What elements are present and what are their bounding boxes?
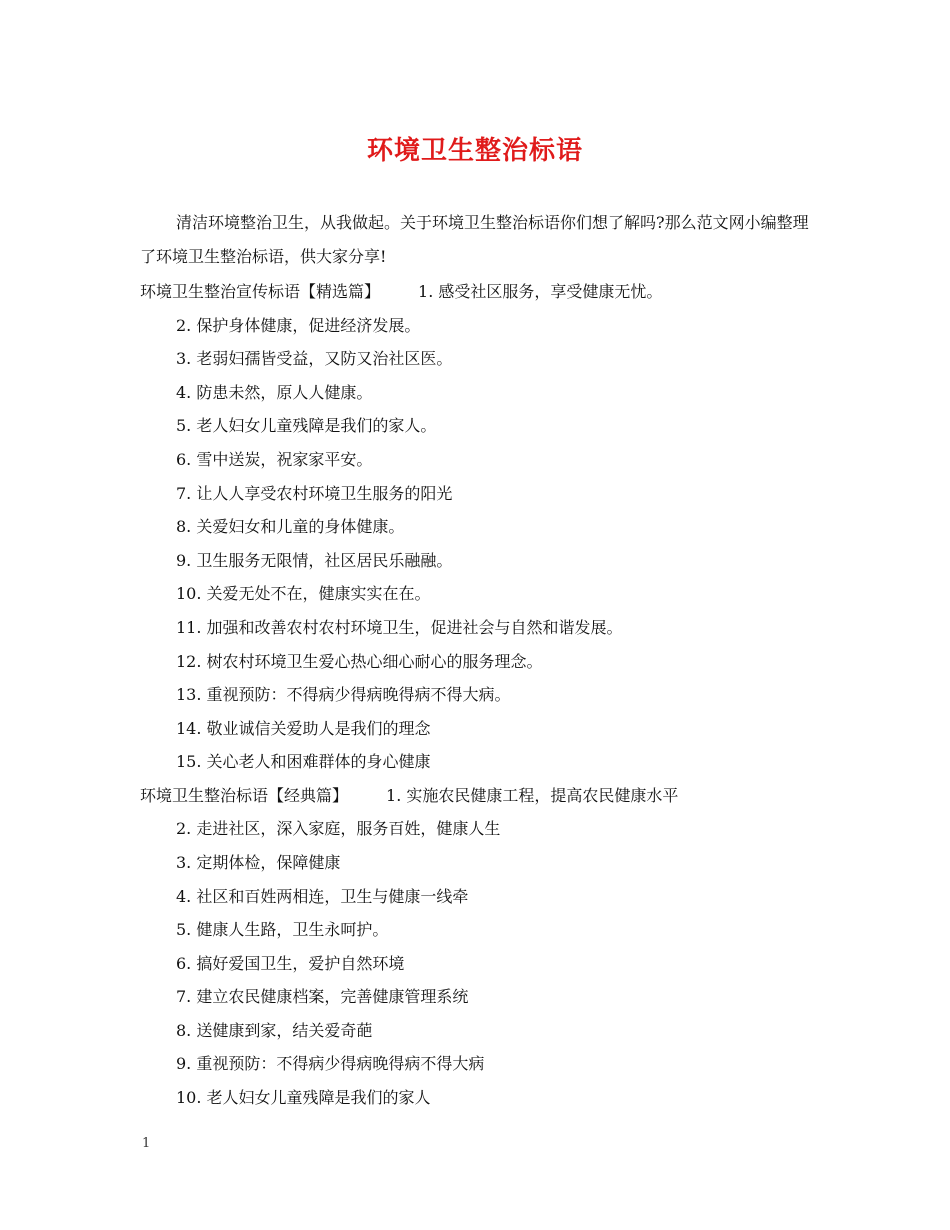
list-item: 8. 关爱妇女和儿童的身体健康。 <box>176 517 405 536</box>
section-heading-label: 环境卫生整治宣传标语【精选篇】 <box>140 282 381 301</box>
list-item: 2. 走进社区，深入家庭，服务百姓，健康人生 <box>176 819 501 838</box>
list-item: 7. 让人人享受农村环境卫生服务的阳光 <box>176 484 453 503</box>
list-item: 14. 敬业诚信关爱助人是我们的理念 <box>176 719 431 738</box>
list-item: 7. 建立农民健康档案，完善健康管理系统 <box>176 987 469 1006</box>
list-item: 9. 重视预防：不得病少得病晚得病不得大病 <box>176 1054 485 1073</box>
list-item: 13. 重视预防：不得病少得病晚得病不得大病。 <box>176 685 511 704</box>
list-item: 12. 树农村环境卫生爱心热心细心耐心的服务理念。 <box>176 652 543 671</box>
list-item: 8. 送健康到家，结关爱奇葩 <box>176 1021 373 1040</box>
list-item: 4. 社区和百姓两相连，卫生与健康一线牵 <box>176 887 469 906</box>
list-item: 11. 加强和改善农村农村环境卫生，促进社会与自然和谐发展。 <box>176 618 623 637</box>
list-item: 15. 关心老人和困难群体的身心健康 <box>176 752 431 771</box>
list-item: 3. 定期体检，保障健康 <box>176 853 341 872</box>
section-heading-featured <box>140 281 662 303</box>
list-item: 2. 保护身体健康，促进经济发展。 <box>176 316 421 335</box>
list-item: 1. 感受社区服务，享受健康无忧。 <box>418 282 663 301</box>
list-item: 3. 老弱妇孺皆受益，又防又治社区医。 <box>176 349 453 368</box>
list-item: 6. 搞好爱国卫生，爱护自然环境 <box>176 954 405 973</box>
list-item: 4. 防患未然，原人人健康。 <box>176 383 373 402</box>
section-heading-label: 环境卫生整治标语【经典篇】 <box>140 786 349 805</box>
list-item: 9. 卫生服务无限情，社区居民乐融融。 <box>176 551 453 570</box>
list-item: 1. 实施农民健康工程，提高农民健康水平 <box>386 786 679 805</box>
list-item: 10. 关爱无处不在，健康实实在在。 <box>176 584 431 603</box>
list-item: 10. 老人妇女儿童残障是我们的家人 <box>176 1088 431 1107</box>
document-title: 环境卫生整治标语 <box>366 136 583 166</box>
intro-paragraph: 清洁环境整治卫生，从我做起。关于环境卫生整治标语你们想了解吗?那么范文网小编整理了环境卫生整治标语，供大家分享! <box>140 213 809 266</box>
list-item: 5. 老人妇女儿童残障是我们的家人。 <box>176 416 437 435</box>
list-item: 5. 健康人生路，卫生永呵护。 <box>176 920 389 939</box>
list-item: 6. 雪中送炭，祝家家平安。 <box>176 450 373 469</box>
page-number: 1 <box>142 1136 151 1151</box>
section-heading-classic <box>140 785 678 807</box>
